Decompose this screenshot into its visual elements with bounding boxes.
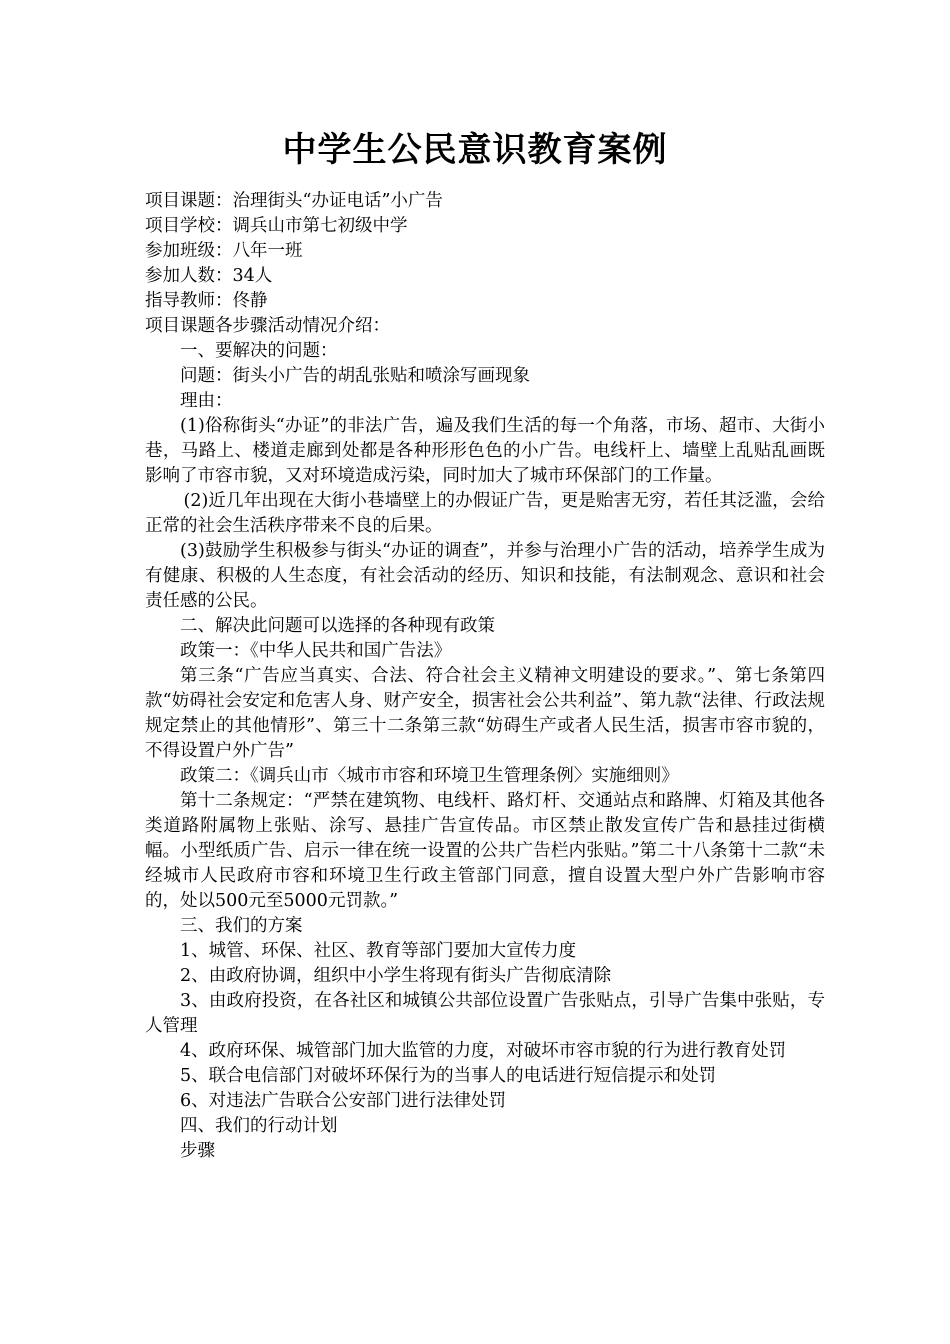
project-class: 参加班级：八年一班 (145, 241, 303, 261)
document-body (145, 189, 825, 1164)
section-heading-2: 二、解决此问题可以选择的各种现有政策 (180, 616, 495, 636)
problem-statement: 问题：街头小广告的胡乱张贴和喷涂写画现象 (180, 366, 530, 386)
section-heading-1: 一、要解决的问题： (180, 341, 338, 361)
project-subject: 项目课题：治理街头“办证电话”小广告 (145, 191, 443, 211)
reason-label: 理由： (180, 391, 233, 411)
policy-2-text: 第十二条规定：“严禁在建筑物、电线杆、路灯杆、交通站点和路牌、灯箱及其他各类道路附属物上张贴、涂写、悬挂广告宣传品。市区禁止散发宣传广告和悬挂过街横幅。小型纸质广告、启示一律在统一设置的公共广告栏内张贴。”第二十八条第十二款“未经城市人民政府市容和环境卫生行政主管部门同意，擅自设置大型户外广告影响市容的，处以500元至5000元罚款。” (145, 791, 825, 911)
reason-paragraph-2: (2)近几年出现在大街小巷墙壁上的办假证广告，更是贻害无穷，若任其泛滥，会给正常的社会生活秩序带来不良的后果。 (145, 491, 825, 536)
policy-2-title: 政策二：《调兵山市〈城市市容和环境卫生管理条例〉实施细则》 (180, 766, 679, 786)
plan-item: 6、对违法广告联合公安部门进行法律处罚 (180, 1091, 507, 1111)
project-participant-count: 参加人数：34人 (145, 266, 273, 286)
reason-paragraph-3: (3)鼓励学生积极参与街头“办证的调查”，并参与治理小广告的活动，培养学生成为有健康、积极的人生态度，有社会活动的经历、知识和技能，有法制观念、意识和社会责任感的公民。 (145, 541, 825, 611)
plan-item: 2、由政府协调，组织中小学生将现有街头广告彻底清除 (180, 966, 612, 986)
plan-item: 3、由政府投资，在各社区和城镇公共部位设置广告张贴点，引导广告集中张贴，专人管理 (145, 991, 825, 1036)
section-heading-4: 四、我们的行动计划 (180, 1116, 338, 1136)
document-title: 中学生公民意识教育案例 (282, 130, 668, 170)
project-teacher: 指导教师：佟静 (145, 291, 268, 311)
plan-item: 1、城管、环保、社区、教育等部门要加大宣传力度 (180, 941, 577, 961)
section-heading-3: 三、我们的方案 (180, 916, 303, 936)
reason-paragraph-1: (1)俗称街头“办证”的非法广告，遍及我们生活的每一个角落，市场、超市、大街小巷，马路上、楼道走廊到处都是各种形形色色的小广告。电线杆上、墙壁上乱贴乱画既影响了市容市貌，又对环境造成污染，同时加大了城市环保部门的工作量。 (145, 416, 825, 486)
steps-label: 步骤 (180, 1141, 215, 1161)
project-intro: 项目课题各步骤活动情况介绍： (145, 316, 390, 336)
plan-item: 5、联合电信部门对破坏环保行为的当事人的电话进行短信提示和处罚 (180, 1066, 717, 1086)
policy-1-text: 第三条“广告应当真实、合法、符合社会主义精神文明建设的要求。”、第七条第四款“妨碍社会安定和危害人身、财产安全，损害社会公共利益”、第九款“法律、行政法规规定禁止的其他情形”、第三十二条第三款“妨碍生产或者人民生活，损害市容市貌的，不得设置户外广告” (145, 666, 825, 761)
plan-item: 4、政府环保、城管部门加大监管的力度，对破坏市容市貌的行为进行教育处罚 (180, 1041, 787, 1061)
policy-1-title: 政策一：《中华人民共和国广告法》 (180, 641, 452, 661)
project-school: 项目学校：调兵山市第七初级中学 (145, 216, 408, 236)
